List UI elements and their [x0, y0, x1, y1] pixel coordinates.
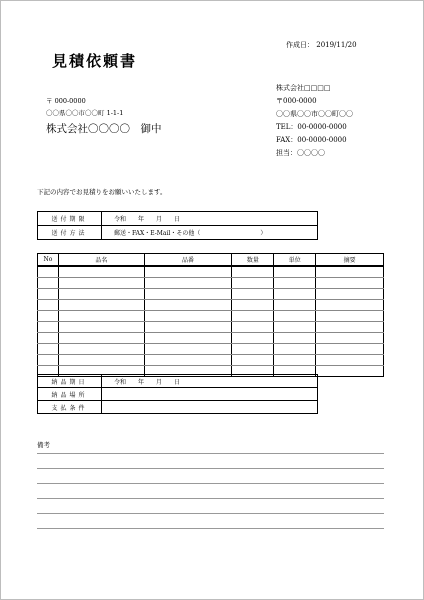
- send-method-label: 送付方法: [38, 226, 102, 240]
- sender-address: 〇〇県〇〇市〇〇町〇〇: [276, 110, 353, 118]
- table-cell[interactable]: [38, 355, 59, 366]
- table-cell[interactable]: [38, 322, 59, 333]
- table-cell[interactable]: [58, 300, 144, 311]
- delivery-place-value[interactable]: [102, 388, 318, 401]
- sender-person: 担当：〇〇〇〇: [276, 149, 325, 157]
- sender-tel: TEL：00-0000-0000: [276, 123, 347, 131]
- items-body: [38, 266, 384, 377]
- send-deadline-label: 送付期限: [38, 212, 102, 226]
- table-cell[interactable]: [232, 300, 274, 311]
- table-cell[interactable]: [144, 322, 232, 333]
- note-line: [37, 528, 384, 529]
- table-cell[interactable]: [58, 344, 144, 355]
- note-line: [37, 513, 384, 514]
- table-cell[interactable]: [274, 289, 316, 300]
- table-cell[interactable]: [316, 300, 384, 311]
- note-line: [37, 498, 384, 499]
- table-cell[interactable]: [38, 278, 59, 289]
- table-cell[interactable]: [38, 333, 59, 344]
- table-cell[interactable]: [58, 333, 144, 344]
- table-cell[interactable]: [274, 344, 316, 355]
- table-cell[interactable]: [274, 278, 316, 289]
- table-row: [38, 300, 384, 311]
- delivery-date-label: 納品期日: [38, 375, 102, 388]
- recipient-address: 〇〇県〇〇市〇〇町 1-1-1: [46, 109, 124, 117]
- delivery-info-table: [37, 374, 318, 414]
- table-cell[interactable]: [232, 355, 274, 366]
- table-cell[interactable]: [232, 289, 274, 300]
- table-cell[interactable]: [144, 300, 232, 311]
- header-no: No: [38, 254, 59, 267]
- note-line: [37, 468, 384, 469]
- send-deadline-row: [38, 212, 318, 226]
- table-cell[interactable]: [38, 300, 59, 311]
- payment-terms-label: 支払条件: [38, 401, 102, 414]
- table-cell[interactable]: [316, 333, 384, 344]
- intro-text: 下記の内容でお見積りをお願いいたします。: [37, 188, 167, 196]
- table-row: [38, 289, 384, 300]
- table-row: [38, 311, 384, 322]
- table-cell[interactable]: [316, 355, 384, 366]
- table-cell[interactable]: [316, 266, 384, 278]
- payment-terms-value[interactable]: [102, 401, 318, 414]
- table-cell[interactable]: [274, 266, 316, 278]
- note-line: [37, 453, 384, 454]
- notes-label: 備考: [37, 441, 50, 449]
- delivery-place-row: [38, 388, 318, 401]
- header-unit: 単位: [274, 254, 316, 267]
- sender-company: 株式会社□□□□: [276, 84, 331, 92]
- table-row: [38, 355, 384, 366]
- payment-terms-row: [38, 401, 318, 414]
- items-header-row: [38, 254, 384, 267]
- table-cell[interactable]: [144, 266, 232, 278]
- table-cell[interactable]: [232, 322, 274, 333]
- send-method-value[interactable]: 郵送・FAX・E-Mail・その他（ ）: [102, 226, 318, 240]
- send-method-row: [38, 226, 318, 240]
- table-cell[interactable]: [58, 311, 144, 322]
- date-label: 作成日：: [286, 41, 314, 49]
- table-row: [38, 344, 384, 355]
- table-cell[interactable]: [58, 266, 144, 278]
- document-title: 見積依頼書: [52, 52, 138, 70]
- header-remarks: 摘要: [316, 254, 384, 267]
- creation-date: [286, 40, 357, 50]
- table-cell[interactable]: [58, 322, 144, 333]
- table-cell[interactable]: [232, 333, 274, 344]
- header-quantity: 数量: [232, 254, 274, 267]
- delivery-place-label: 納品場所: [38, 388, 102, 401]
- table-cell[interactable]: [144, 311, 232, 322]
- table-cell[interactable]: [316, 322, 384, 333]
- delivery-date-row: [38, 375, 318, 388]
- note-line: [37, 483, 384, 484]
- send-deadline-value[interactable]: 令和 年 月 日: [102, 212, 318, 226]
- table-cell[interactable]: [144, 355, 232, 366]
- table-cell[interactable]: [38, 266, 59, 278]
- send-info-table: [37, 211, 318, 240]
- table-row: [38, 266, 384, 278]
- table-cell[interactable]: [316, 311, 384, 322]
- table-cell[interactable]: [232, 266, 274, 278]
- table-cell[interactable]: [274, 311, 316, 322]
- table-cell[interactable]: [38, 289, 59, 300]
- table-cell[interactable]: [274, 355, 316, 366]
- table-cell[interactable]: [38, 311, 59, 322]
- table-cell[interactable]: [58, 355, 144, 366]
- table-cell[interactable]: [144, 289, 232, 300]
- header-item-name: 品名: [58, 254, 144, 267]
- table-cell[interactable]: [144, 278, 232, 289]
- table-cell[interactable]: [316, 344, 384, 355]
- table-cell[interactable]: [316, 366, 384, 377]
- table-cell[interactable]: [38, 344, 59, 355]
- delivery-date-value[interactable]: 令和 年 月 日: [102, 375, 318, 388]
- recipient-zip: 〒 000-0000: [46, 97, 86, 105]
- date-value: 2019/11/20: [316, 41, 357, 49]
- sender-zip: 〒000-0000: [276, 97, 317, 105]
- table-cell[interactable]: [274, 300, 316, 311]
- table-cell[interactable]: [274, 322, 316, 333]
- sender-fax: FAX：00-0000-0000: [276, 136, 347, 144]
- table-cell[interactable]: [144, 333, 232, 344]
- table-row: [38, 278, 384, 289]
- table-cell[interactable]: [144, 344, 232, 355]
- table-row: [38, 333, 384, 344]
- table-cell[interactable]: [58, 289, 144, 300]
- table-cell[interactable]: [232, 344, 274, 355]
- table-cell[interactable]: [316, 289, 384, 300]
- table-cell[interactable]: [232, 278, 274, 289]
- header-item-number: 品番: [144, 254, 232, 267]
- table-cell[interactable]: [232, 311, 274, 322]
- table-row: [38, 322, 384, 333]
- table-cell[interactable]: [58, 278, 144, 289]
- table-cell[interactable]: [274, 333, 316, 344]
- table-cell[interactable]: [316, 278, 384, 289]
- items-table: [37, 253, 384, 377]
- recipient-company: 株式会社〇〇〇〇 御中: [46, 123, 162, 135]
